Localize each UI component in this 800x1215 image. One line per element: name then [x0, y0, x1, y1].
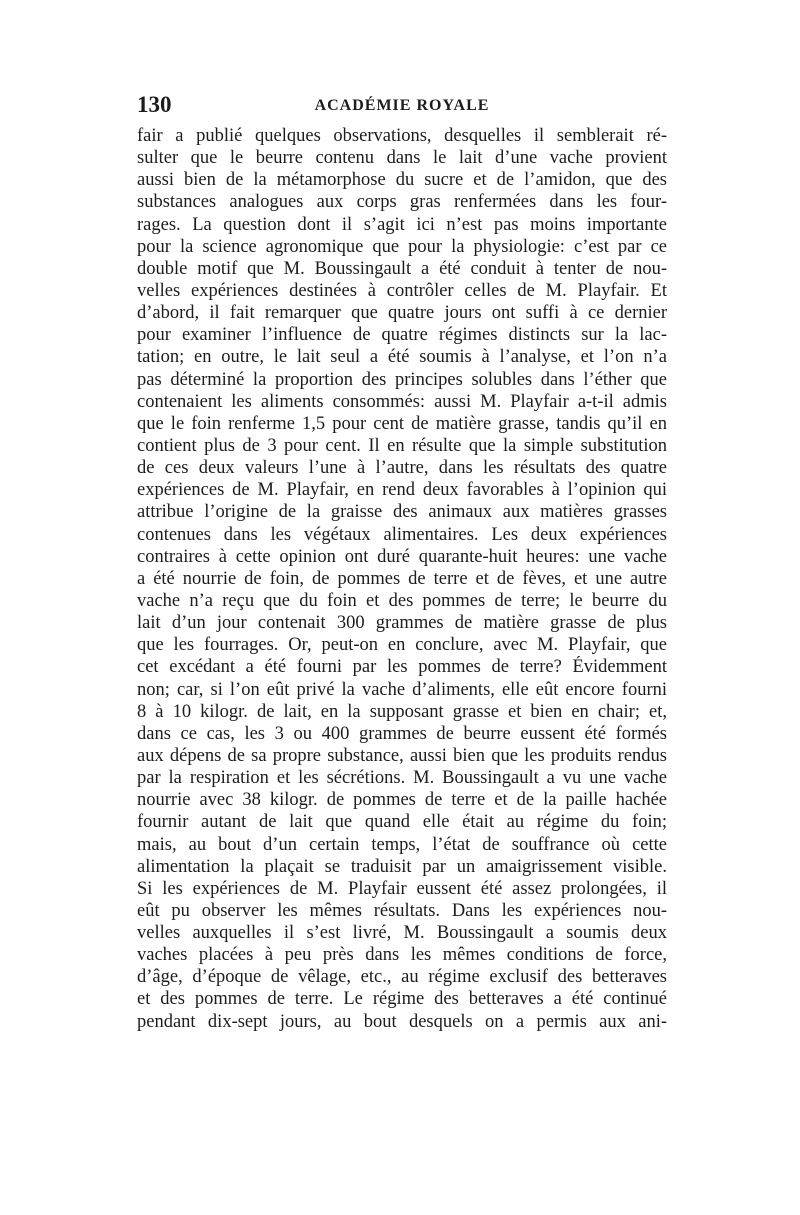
text-line: eût pu observer les mêmes résultats. Dans les expériences nou-	[137, 900, 667, 921]
text-line: contient plus de 3 pour cent. Il en résulte que la simple substitution	[137, 435, 667, 456]
text-line: contenaient les aliments consommés: aussi M. Playfair a-t-il admis	[137, 391, 667, 412]
text-line: velles expériences destinées à contrôler celles de M. Playfair. Et	[137, 280, 667, 301]
text-line: que le foin renferme 1,5 pour cent de matière grasse, tandis qu’il en	[137, 413, 667, 434]
text-line: pas déterminé la proportion des principes solubles dans l’éther que	[137, 369, 667, 390]
text-line: nourrie avec 38 kilogr. de pommes de terre et de la paille hachée	[137, 790, 667, 811]
text-line: fair a publié quelques observations, desquelles il semblerait ré-	[137, 126, 667, 146]
text-line: contenues dans les végétaux alimentaires. Les deux expériences	[137, 524, 667, 545]
text-line: expériences de M. Playfair, en rend deux favorables à l’opinion qui	[137, 480, 667, 501]
text-line: double motif que M. Boussingault a été conduit à tenter de nou-	[137, 258, 667, 279]
text-line: velles auxquelles il s’est livré, M. Boussingault a soumis deux	[137, 923, 667, 944]
text-line: par la respiration et les sécrétions. M. Boussingault a vu une vache	[137, 768, 667, 789]
text-line: tation; en outre, le lait seul a été soumis à l’analyse, et l’on n’a	[137, 347, 667, 368]
text-line: non; car, si l’on eût privé la vache d’aliments, elle eût encore fourni	[137, 679, 667, 700]
text-line: vache n’a reçu que du foin et des pommes de terre; le beurre du	[137, 590, 667, 611]
text-line: pour examiner l’influence de quatre régimes distincts sur la lac-	[137, 325, 667, 346]
text-line: d’abord, il fait remarquer que quatre jours ont suffi à ce dernier	[137, 303, 667, 324]
text-line: que les fourrages. Or, peut-on en conclure, avec M. Playfair, que	[137, 635, 667, 656]
text-line: et des pommes de terre. Le régime des betteraves a été continué	[137, 989, 667, 1010]
text-line: dans ce cas, les 3 ou 400 grammes de beurre eussent été formés	[137, 723, 667, 744]
text-line: lait d’un jour contenait 300 grammes de matière grasse de plus	[137, 613, 667, 634]
text-line: contraires à cette opinion ont duré quarante-huit heures: une vache	[137, 546, 667, 567]
text-line: aux dépens de sa propre substance, aussi bien que les produits rendus	[137, 745, 667, 766]
text-line: rages. La question dont il s’agit ici n’est pas moins importante	[137, 214, 667, 235]
page-header	[137, 92, 667, 122]
text-line: de ces deux valeurs l’une à l’autre, dans les résultats des quatre	[137, 458, 667, 479]
text-line: 8 à 10 kilogr. de lait, en la supposant grasse et bien en chair; et,	[137, 701, 667, 722]
text-line: fournir autant de lait que quand elle était au régime du foin;	[137, 812, 667, 833]
text-line: cet excédant a été fourni par les pommes de terre? Évidemment	[137, 657, 667, 678]
text-line: sulter que le beurre contenu dans le lait d’une vache provient	[137, 148, 667, 169]
text-line: vaches placées à peu près dans les mêmes conditions de force,	[137, 945, 667, 966]
text-line: aussi bien de la métamorphose du sucre et de l’amidon, que des	[137, 170, 667, 191]
page-number: 130	[137, 92, 172, 117]
body-text	[137, 125, 667, 1033]
text-line: substances analogues aux corps gras renfermées dans les four-	[137, 192, 667, 213]
text-line: attribue l’origine de la graisse des animaux aux matières grasses	[137, 502, 667, 523]
text-line: pour la science agronomique que pour la physiologie: c’est par ce	[137, 236, 667, 257]
text-line: pendant dix-sept jours, au bout desquels on a permis aux ani-	[137, 1011, 667, 1032]
text-line: Si les expériences de M. Playfair eussent été assez prolongées, il	[137, 878, 667, 899]
text-line: alimentation la plaçait se traduisit par un amaigrissement visible.	[137, 856, 667, 877]
text-line: mais, au bout d’un certain temps, l’état de souffrance où cette	[137, 834, 667, 855]
running-head: ACADÉMIE ROYALE	[314, 97, 490, 114]
text-line: a été nourrie de foin, de pommes de terre et de fèves, et une autre	[137, 568, 667, 589]
text-line: d’âge, d’époque de vêlage, etc., au régime exclusif des betteraves	[137, 967, 667, 988]
